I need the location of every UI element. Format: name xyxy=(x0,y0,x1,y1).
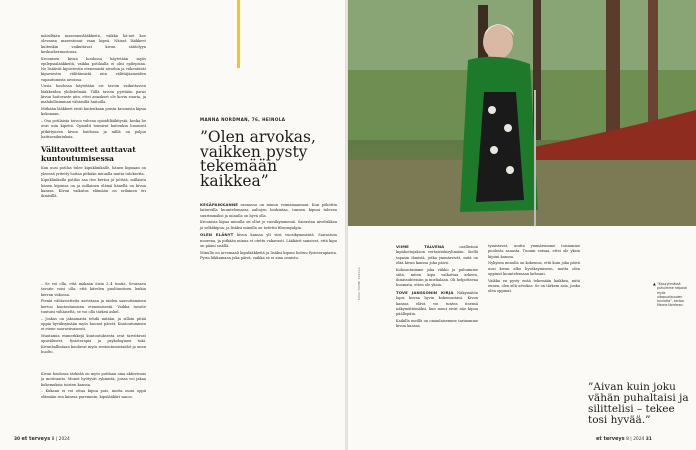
paragraph: Kipuklinikalla potilas saa itse kertoa ja pöttää, millaista hänen kipunsa on ja millainen elämä hänellä on kivun kanssa. Kivun vaikutus elämään on erilainen eri ihmisillä. xyxy=(41,178,146,199)
dress-pattern xyxy=(506,166,514,174)
paragraph: tymistavat, mutta ymmärsimme toisiamme puolesta sanasta. Tunnin vatsaa, ettei ole yksin kipuni kanssa. xyxy=(488,244,580,259)
paragraph-text: rannassa on minun voimamaamani. Kun pöhöttin laitureilla kuuntelemassa aaltojen loiskintaa, tunnen kipuni tulevan suurimmaksi ja minulla on hyvä olla. xyxy=(200,203,337,218)
photo-credit: KUVA TOMMI SAVOLA xyxy=(358,267,361,300)
paragraph: – Joskus on jaksamatta tehdä mitään, ja silloin pitää oppia hyväksymään myös huonot päivät. Kuntoutuminen ei etene suoraviivaisesti. xyxy=(41,316,146,332)
paragraph-text: Näkymätön lapsi kuvaa hyvin kokemustani. Kivun kanssa elävä voi tuntea itsensä näkymättömäksi, kun muut eivät näe kipua päällepäin. xyxy=(396,291,478,317)
paragraph-lead: VIIME TALVENA xyxy=(396,244,445,249)
paragraph: Pieniä välitavoitteita asetetaan ja niiden saavuttaminen kertoo kuntoutumisen etenemisestä. Vaikka tavoite tuntuisi vähäiseltä, se voi olla tärkeä askel. xyxy=(41,299,146,314)
article-column-4 xyxy=(396,244,478,331)
paragraph-text: osallistuin kipuhoitojakson vertaistukiryhmään. Siellä tapasin ihmisiä, jotka ymmärsivät, mitä on elää kivun kanssa joka päivä. xyxy=(396,245,478,265)
article-column-3 xyxy=(200,202,337,263)
paragraph: – Osa potilaista toivoo vahvaa opioidilääkitystä, koska he ovat niin kipeitä. Opioidit toimivat kuitenkin huonosti pitkittyneen kivun hoidossa ja niillä on paljon haittavaikutuksia. xyxy=(41,119,146,139)
right-footer xyxy=(596,436,652,442)
dress-pattern xyxy=(490,146,498,154)
photo-illustration xyxy=(348,0,696,226)
paragraph xyxy=(200,220,337,231)
article-byline: MANNA NORDMAN, 76, HEINOLA xyxy=(200,117,286,122)
paragraph xyxy=(200,232,337,249)
paragraph: Mitkään lääkkeet eivät kuitenkaan poista kroonista kipua kokonaan. xyxy=(41,107,146,117)
paragraph-lead: TOVE JANSSONIN KIRJA xyxy=(396,290,454,296)
caption-arrow-icon: ▲ xyxy=(653,282,656,286)
brand: et terveys xyxy=(21,436,51,442)
paragraph: Uusia hoidossa käytetään eri tavoin vaikuttavien lääkkeiden yhdistelmää. Tällä tavoin pyritään paras kivun hoitovaste niin, ettei annokset ole kovin suuria, ja mahdollisimman vähäisillä haitoilla. xyxy=(41,84,146,105)
paragraph-text: Kaikilla meillä on omanlaisemme tarinamme kivun kanssa. xyxy=(396,319,478,329)
article-column-5 xyxy=(488,244,580,296)
paragraph xyxy=(396,319,478,330)
left-column-2b xyxy=(41,372,146,401)
paragraph: – Kukaan ei voi ottaa kipua pois, mutta moni oppii elämään sen kanssa paremmin, kipulääkäri sanoo. xyxy=(41,389,146,399)
photo-caption: ”Kipuryhmässä puhuimme helposti myös ulkopuolisuuden tunnetta”, kertoo Manna Nordman. xyxy=(657,282,687,308)
paragraph: Muutamia esimerkkejä kuntoutuksesta ovat tarvittavat apuvälineet, fysioterapia ja psykologinen tuki. Kivunhallintaan kuuluvat myös rentoutumistaidot ja unen huolto. xyxy=(41,334,147,354)
left-footer xyxy=(14,436,70,442)
walking-stick xyxy=(534,90,536,226)
article-photo xyxy=(348,0,696,226)
page-number: 30 xyxy=(14,437,21,442)
brand: et terveys xyxy=(596,436,625,442)
accent-bar xyxy=(237,0,240,68)
paragraph xyxy=(396,268,478,289)
paragraph-lead: OLEN ELÄNYT xyxy=(200,232,234,238)
paragraph-lead: KESÄPAIKKANNE xyxy=(200,202,238,207)
pull-quote: ”Olen arvokas, vaikken pysty tekemään kaikkea” xyxy=(200,128,316,190)
paragraph xyxy=(396,244,478,266)
paragraph xyxy=(396,290,478,317)
paragraph-text: Kroonista kipua minulla on ollut jo vuosikymmeniä. Sairastan nivelrikkoa ja selkäkipua, ja lisäksi minulla on todettu fibromyalgia. xyxy=(200,220,337,230)
paragraph-text: Kokoontuimme joka viikko ja puhuimme siitä, miten kipu vaikuttaa arkeen, ihmissuhteisiin ja mielialaan. Oli helpottavaa huomata, etten ole yksin. xyxy=(396,267,479,288)
paragraph-text: Minulla on arvomaali kipulääkkeitä ja lisäksi kipuni hoituu fysioterapiasta. Pyrin liikkumaan joka päivä, vaikka se ei aina onnistu. xyxy=(200,250,337,261)
paragraph: Nykyisin minulla on kokemus, että kuin joka päivä uusi kivun alku hyväksymiseen, mutta olen oppinut kuuntelemaan kehoani. xyxy=(488,261,580,276)
left-column-1 xyxy=(41,34,146,201)
issue: 8 | 2024 xyxy=(626,437,645,442)
section-subheading: Välitavoitteet auttavat kuntoutumisessa xyxy=(41,145,136,163)
left-page xyxy=(0,0,346,450)
issue: 8 | 2024 xyxy=(51,437,70,442)
paragraph: Vaikka en pysty enää tekemään kaikkea, mitä ennen, olen silti arvokas. Se on tärkein asia, jonka olen oppinut. xyxy=(488,278,580,294)
left-column-2 xyxy=(41,282,146,357)
paragraph: – Se voi olla, että makaan öisin 3–4 tuntia. Seuraava tavoite voisi olla, että kävelen puolituntisen lenkin kerran viikossa. xyxy=(41,282,146,297)
paragraph: Kroonisen kivun hoidossa käytetään myös epilepsialääkkeitä, vaikka potilaalla ei olisi epilepsiaa. Ne lisäävät kipuviestin etenemistä aivoihin ja vähentävät kipuviestin välittämistä niin välittäjäaineiden vapautumista aivoissa. xyxy=(41,56,146,82)
paragraph: mäisiltään masennuslääkkeitä, vaikka hä-net koe olevansa masentunut vaan kipeä. Näissä lääkkeet kuitenkin vaikuttavat kivun säätelyyn keskushermostossa. xyxy=(41,34,146,54)
patterned-dress xyxy=(476,92,524,202)
paragraph-text: kivun kanssa yli viisi vuosikymmentä. Sairastuin nuorena, ja pitkään minua ei otettu vakavasti. Lääkärit sanoivat, että kipu on pääni sisällä. xyxy=(200,233,337,248)
bottom-pull-quote: ”Aivan kuin joku vähän puhaltaisi ja silittelisi – tekee tosi hyvää.” xyxy=(588,381,689,426)
paragraph xyxy=(200,251,337,262)
page-number: 31 xyxy=(645,437,652,442)
paragraph xyxy=(200,202,337,219)
paragraph: Kun uusi potilas tulee kipuklinikalle, hänen kipuaan on yleensä yritetty hoitaa pitkään muualla mutta tuloksetta. xyxy=(41,166,146,176)
dress-pattern xyxy=(488,106,496,114)
dress-pattern xyxy=(504,124,512,132)
paragraph: Kivun hoidossa tärkeää on myös potilaan oma aktiivisuus ja motivaatio. Monet hyötyvät ryhmistä, joissa voi jakaa kokemuksia toisten kanssa. xyxy=(41,372,146,387)
